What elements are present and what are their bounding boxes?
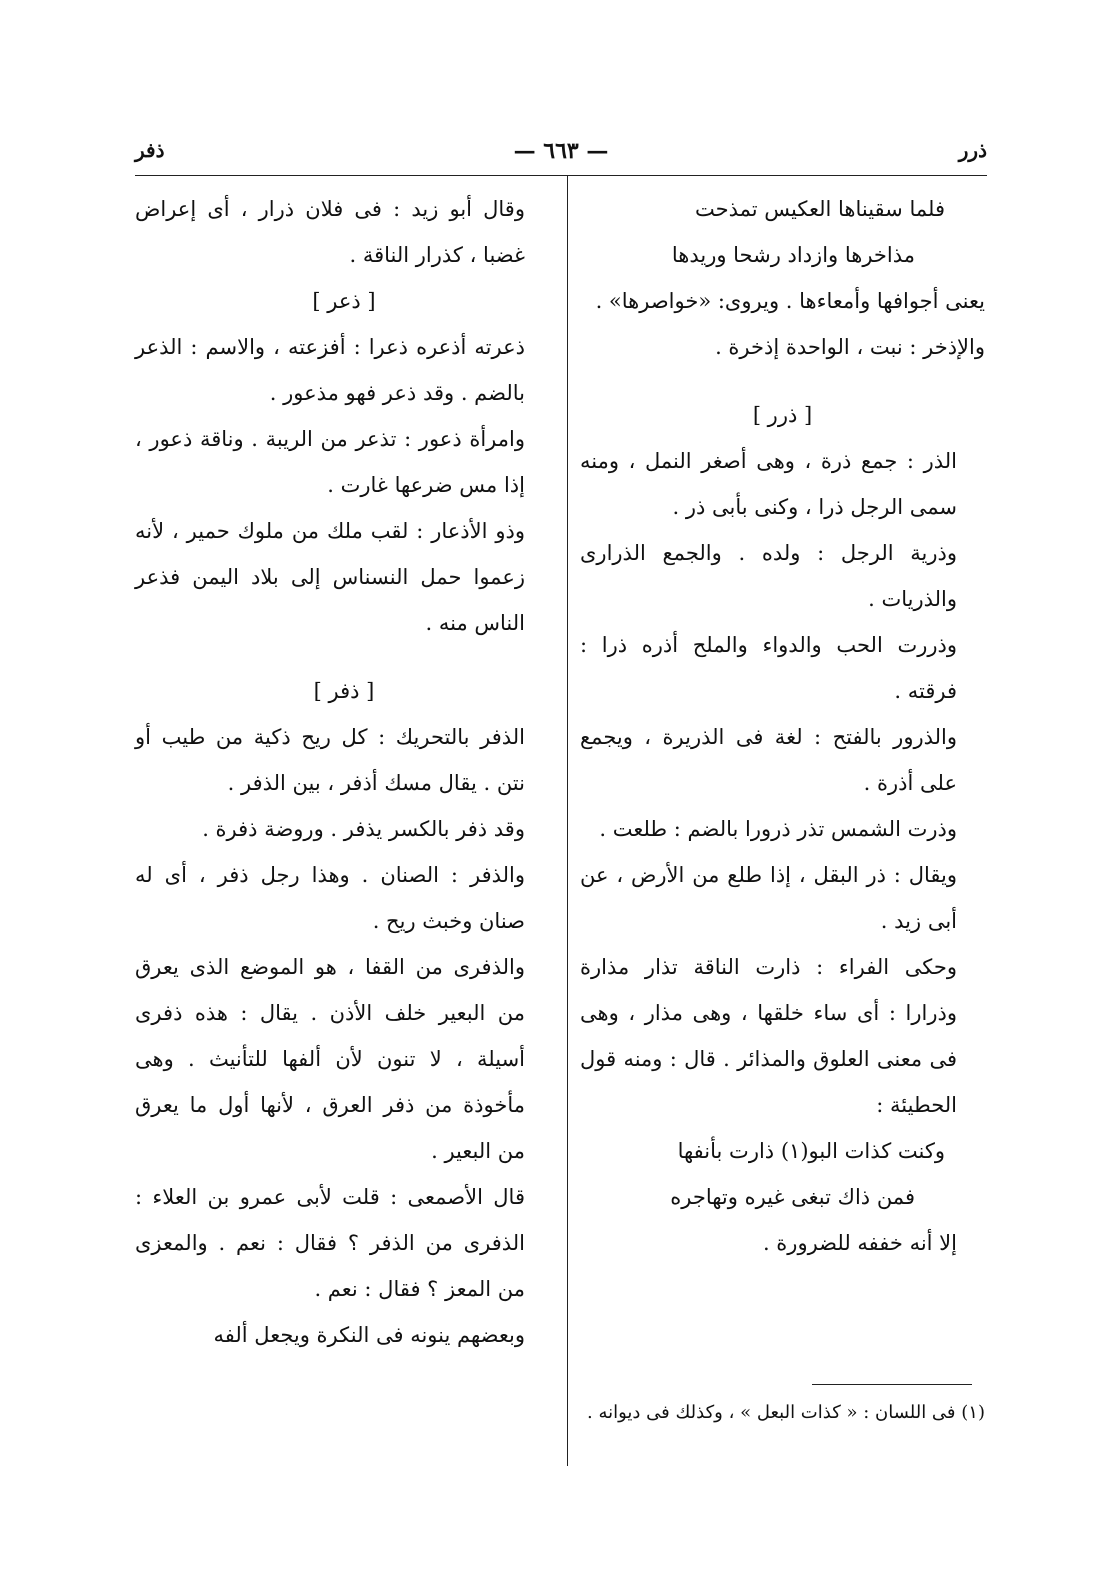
spacer — [580, 370, 985, 392]
entry-paragraph: يعنى أجوافها وأمعاءها . ويروى: «خواصرها» . — [595, 289, 985, 313]
entry-paragraph: وقال أبو زيد : فى فلان ذرار ، أى إعراض غضبا ، كذرار الناقة . — [135, 197, 525, 267]
entry-paragraph: وذرت الشمس تذر ذرورا بالضم : طلعت . — [599, 817, 957, 841]
entry-paragraph: وقد ذفر بالكسر يذفر . وروضة ذفرة . — [202, 817, 525, 841]
footnote: (١) فى اللسان : « كذات البعل » ، وكذلك فى ديوانه . — [587, 1402, 985, 1423]
entry-paragraph: وامرأة ذعور : تذعر من الريبة . وناقة ذعور ، إذا مس ضرعها غارت . — [135, 427, 525, 497]
entry-paragraph: والذفر : الصنان . وهذا رجل ذفر ، أى له صنان وخبث ريح . — [135, 863, 525, 933]
entry-paragraph: الذر : جمع ذرة ، وهى أصغر النمل ، ومنه سمى الرجل ذرا ، وكنى بأبى ذر . — [580, 449, 957, 519]
entry-paragraph: وبعضهم ينونه فى النكرة ويجعل ألفه — [213, 1323, 525, 1347]
left-column — [135, 186, 553, 1358]
entry-paragraph: وحكى الفراء : ذارت الناقة تذار مذارة وذرارا : أى ساء خلقها ، وهى مذار ، وهى فى معنى العلوق والمذائر . قال : ومنه قول الحطيئة : — [580, 955, 957, 1117]
entry-paragraph: ويقال : ذر البقل ، إذا طلع من الأرض ، عن أبى زيد . — [580, 863, 957, 933]
entry-paragraph: قال الأصمعى : قلت لأبى عمرو بن العلاء : الذفرى من الذفر ؟ فقال : نعم . والمعزى من المعز ؟ فقال : نعم . — [135, 1185, 525, 1301]
root-heading-dhfr: [ ذفر ] — [313, 679, 375, 703]
page-header — [135, 138, 987, 172]
root-heading-dhar: [ ذعر ] — [312, 289, 376, 313]
header-root-left: ذفر — [135, 138, 165, 162]
entry-paragraph: ذعرته أذعره ذعرا : أفزعته ، والاسم : الذعر بالضم . وقد ذعر فهو مذعور . — [135, 335, 525, 405]
verse-line: فلما سقيناها العكيس تمذحت — [694, 197, 945, 221]
verse-line: وكنت كذات البو(١) ذارت بأنفها — [677, 1139, 945, 1163]
entry-paragraph: والذرور بالفتح : لغة فى الذريرة ، ويجمع على أذرة . — [580, 725, 957, 795]
entry-paragraph: إلا أنه خففه للضرورة . — [762, 1231, 957, 1255]
verse-line: مذاخرها وازداد رشحا وريدها — [671, 243, 915, 267]
header-rule — [135, 175, 987, 176]
entry-paragraph: وذرية الرجل : ولده . والجمع الذرارى والذريات . — [580, 541, 957, 611]
entry-paragraph: وذررت الحب والدواء والملح أذره ذرا : فرقته . — [580, 633, 957, 703]
entry-paragraph: الذفر بالتحريك : كل ريح ذكية من طيب أو نتن . يقال مسك أذفر ، بين الذفر . — [135, 725, 525, 795]
footnote-rule — [812, 1384, 972, 1385]
entry-paragraph: وذو الأذعار : لقب ملك من ملوك حمير ، لأنه زعموا حمل النسناس إلى بلاد اليمن فذعر الناس منه . — [135, 519, 525, 635]
root-heading-dhrr: [ ذرر ] — [752, 403, 813, 427]
entry-paragraph: والإذخر : نبت ، الواحدة إذخرة . — [715, 335, 985, 359]
spacer — [135, 646, 553, 668]
verse-line: فمن ذاك تبغى غيره وتهاجره — [670, 1185, 915, 1209]
entry-paragraph: والذفرى من القفا ، هو الموضع الذى يعرق من البعير خلف الأذن . يقال : هذه ذفرى أسيلة ، لا تنون لأن ألفها للتأنيث . وهى مأخوذة من ذفر العرق ، لأنها أول ما يعرق من البعير . — [135, 955, 525, 1163]
header-root-right: ذرر — [958, 138, 987, 162]
right-column — [580, 186, 985, 1266]
page-number: — ٦٦٣ — — [513, 138, 609, 164]
column-divider — [567, 176, 568, 1466]
